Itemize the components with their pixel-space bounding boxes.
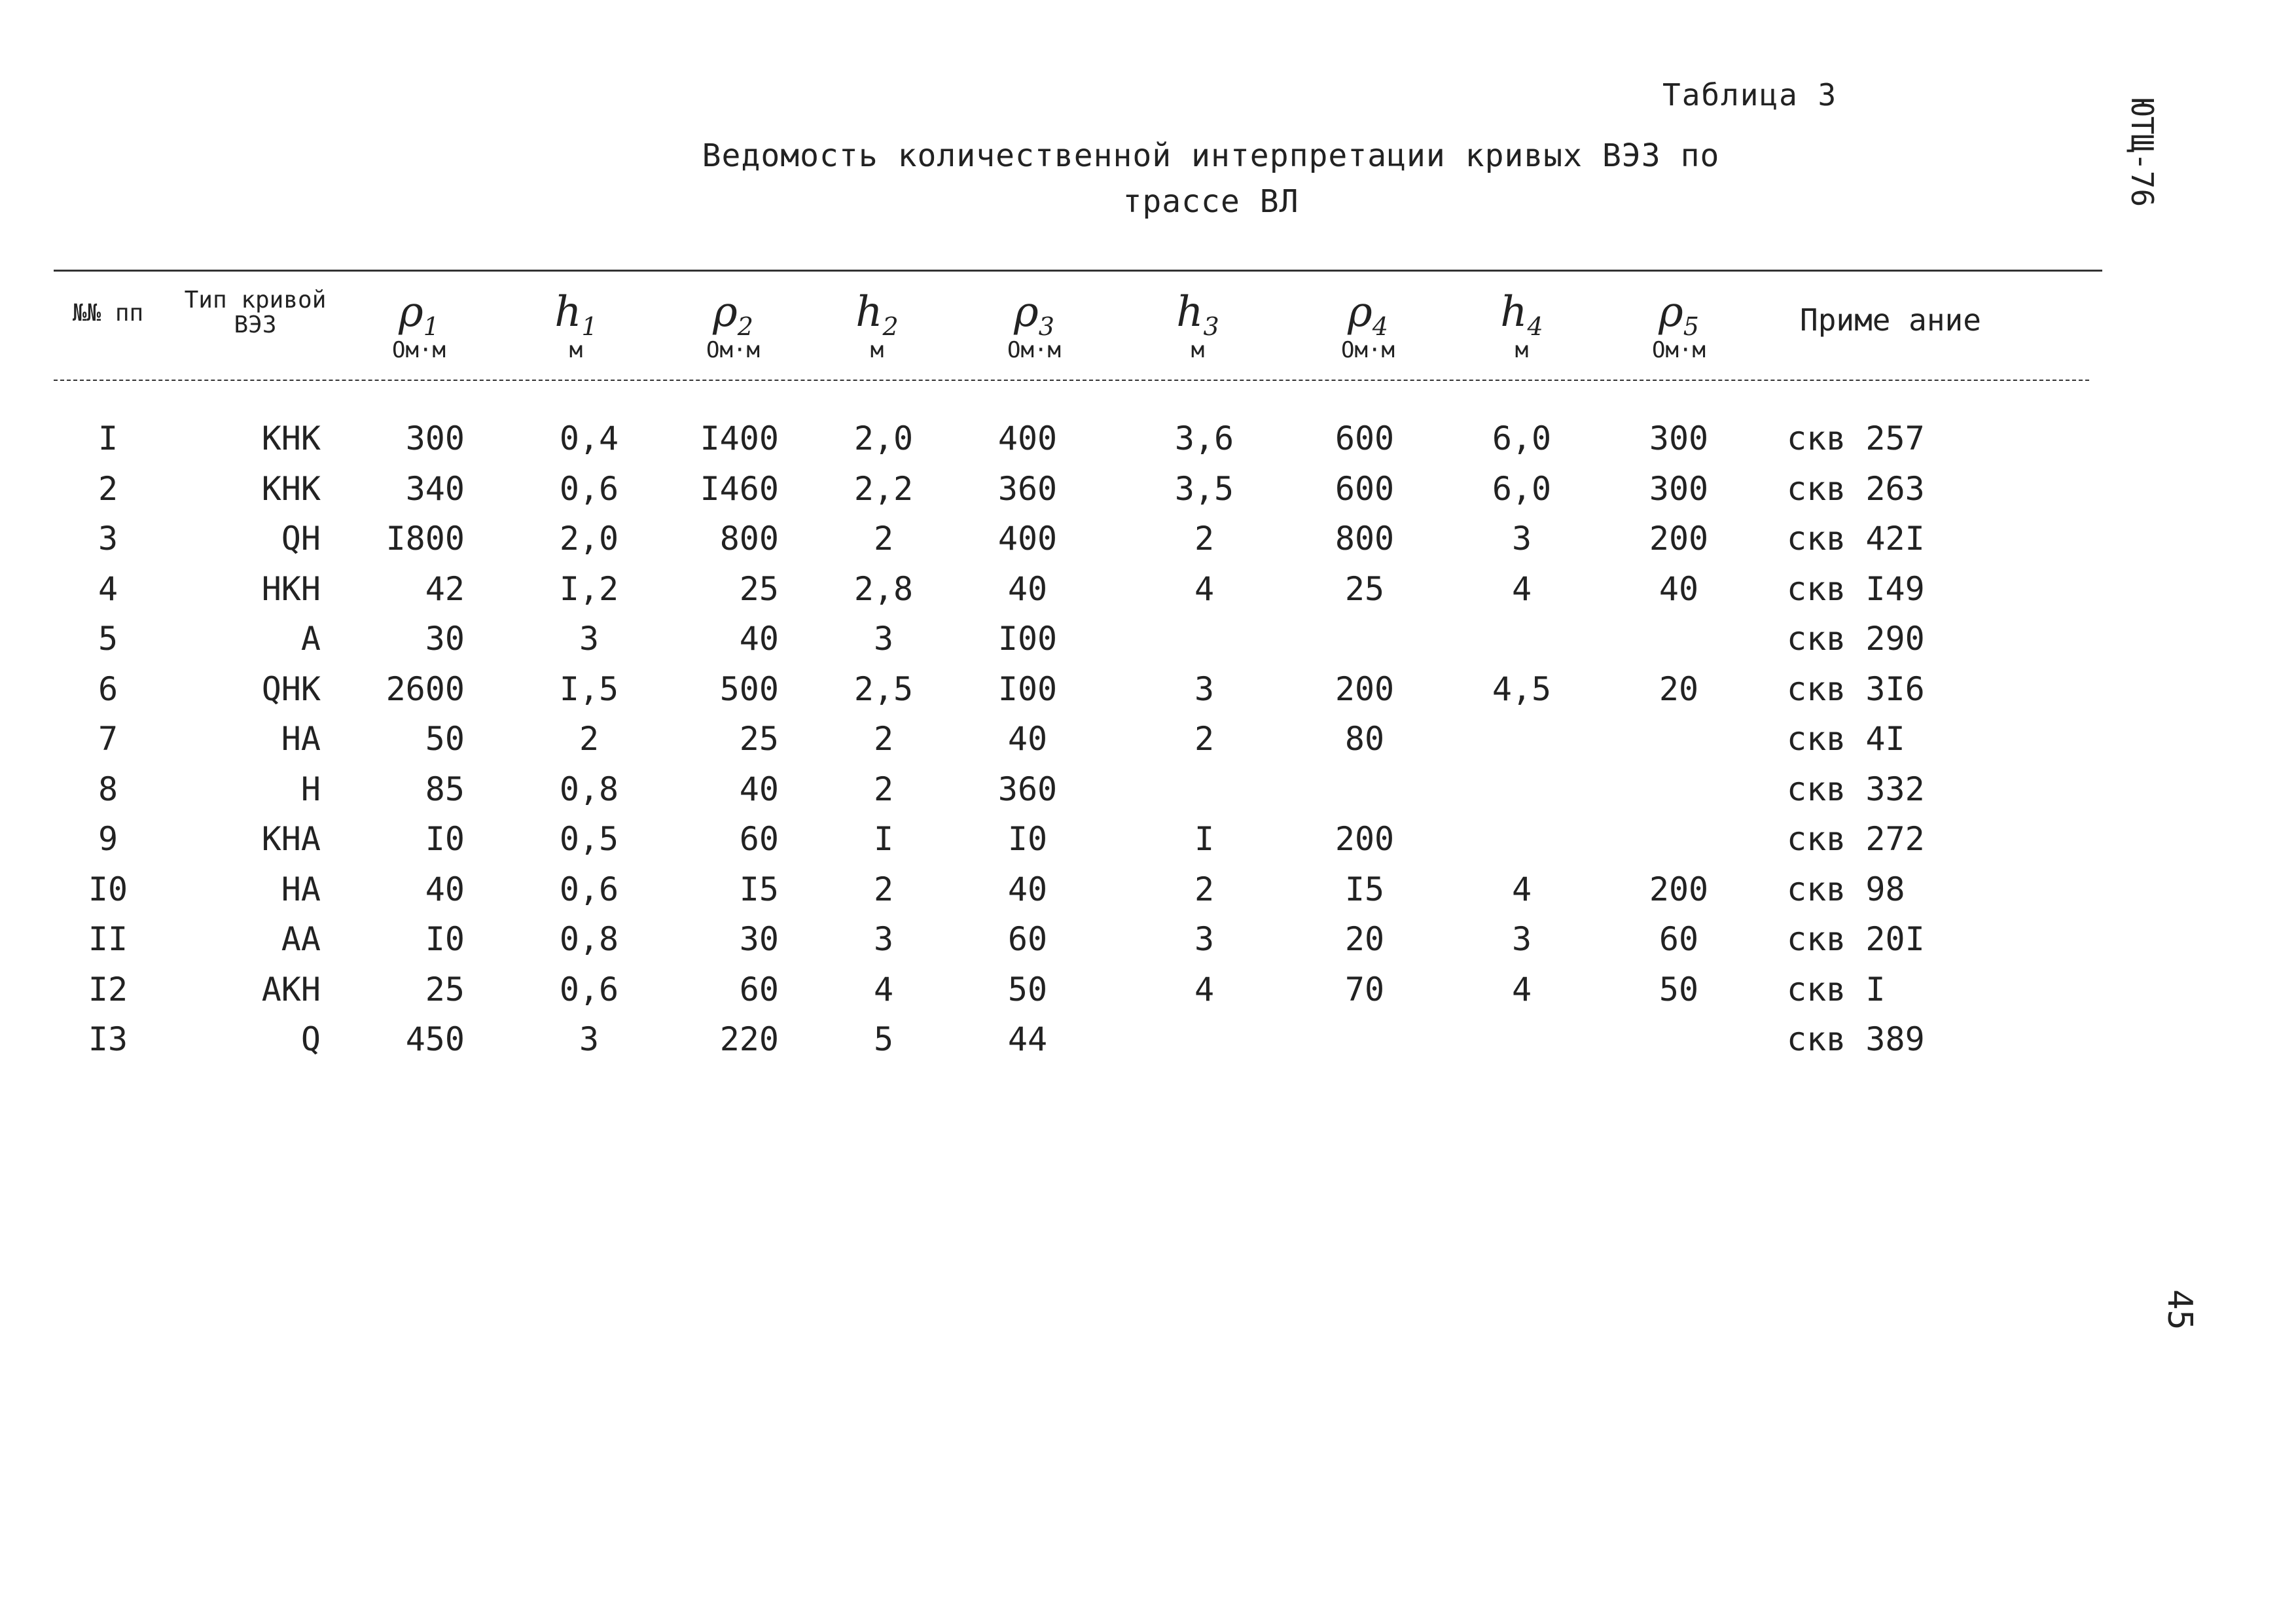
curve-type-cell: А (300, 620, 321, 658)
rho-4-cell: 600 (1335, 419, 1395, 457)
h-4-cell: 3 (1511, 920, 1532, 958)
table-row (0, 564, 2296, 614)
note-cell: скв 389 (1787, 1020, 1925, 1058)
curve-type-cell: НКН (261, 570, 321, 608)
row-number-cell: 8 (98, 770, 118, 808)
rho-1-cell: 450 (405, 1020, 465, 1058)
header-rho-2 (681, 288, 785, 363)
rho-2-cell: 40 (739, 770, 779, 808)
h-3-cell: 3 (1194, 920, 1215, 958)
rho-3-cell: I00 (997, 620, 1058, 658)
document-title-line-2: трассе ВЛ (1122, 183, 1299, 220)
rho-2-cell: I460 (700, 470, 779, 508)
h-3-cell: 4 (1194, 971, 1215, 1008)
header-rho-3-symbol: ρ (1014, 288, 1039, 336)
rho-3-cell: 400 (997, 419, 1058, 457)
curve-type-cell: QНК (261, 670, 321, 708)
row-number-cell: I (98, 419, 118, 457)
h-2-cell: 2 (873, 870, 894, 908)
rho-4-cell: 200 (1335, 820, 1395, 858)
header-h-4-index: 4 (1527, 312, 1543, 341)
h-1-cell: 0,8 (559, 920, 619, 958)
header-h-4-unit: м (1515, 336, 1529, 363)
table-row (0, 414, 2296, 463)
table-row (0, 464, 2296, 514)
h-3-cell: 2 (1194, 870, 1215, 908)
table-top-rule (54, 270, 2102, 272)
rho-1-cell: 40 (425, 870, 465, 908)
rho-1-cell: I0 (425, 920, 465, 958)
header-h-3-symbol: h (1176, 288, 1204, 336)
table-row (0, 865, 2296, 914)
note-cell: скв I (1787, 971, 1886, 1008)
header-h-2-symbol: h (855, 288, 883, 336)
note-cell: скв 290 (1787, 620, 1925, 658)
rho-5-cell: 60 (1659, 920, 1699, 958)
rho-3-cell: I0 (1007, 820, 1048, 858)
table-row (0, 814, 2296, 864)
h-1-cell: I,5 (559, 670, 619, 708)
header-bottom-rule (54, 380, 2089, 381)
table-row (0, 664, 2296, 714)
header-h-3-unit: м (1191, 336, 1205, 363)
rho-5-cell: 300 (1649, 470, 1709, 508)
curve-type-cell: НА (281, 870, 321, 908)
h-2-cell: 2,5 (853, 670, 914, 708)
rho-3-cell: 40 (1007, 570, 1048, 608)
curve-type-cell: Q (300, 1020, 321, 1058)
note-cell: скв 257 (1787, 419, 1925, 457)
h-1-cell: I,2 (559, 570, 619, 608)
h-1-cell: 2,0 (559, 520, 619, 558)
h-1-cell: 0,5 (559, 820, 619, 858)
header-rho-3-index: 3 (1038, 312, 1054, 341)
row-number-cell: 2 (98, 470, 118, 508)
curve-type-cell: АА (281, 920, 321, 958)
header-rho-2-symbol: ρ (713, 288, 738, 336)
table-row (0, 614, 2296, 664)
curve-type-cell: КНК (261, 419, 321, 457)
rho-2-cell: I400 (700, 419, 779, 457)
rho-3-cell: I00 (997, 670, 1058, 708)
header-rho-4-unit: Ом·м (1341, 336, 1395, 363)
table-row (0, 965, 2296, 1014)
header-h-1 (530, 288, 622, 363)
h-2-cell: 2,8 (853, 570, 914, 608)
header-row-number (65, 301, 151, 326)
rho-5-cell: 300 (1649, 419, 1709, 457)
h-4-cell: 4 (1511, 870, 1532, 908)
table-row (0, 764, 2296, 814)
table-row (0, 714, 2296, 764)
rho-3-cell: 44 (1007, 1020, 1048, 1058)
header-h-2-index: 2 (882, 312, 899, 341)
curve-type-cell: АКН (261, 971, 321, 1008)
table-row (0, 914, 2296, 964)
header-h-3-index: 3 (1203, 312, 1219, 341)
curve-type-cell: Н (300, 770, 321, 808)
curve-type-cell: НА (281, 720, 321, 758)
h-2-cell: 2 (873, 720, 894, 758)
h-1-cell: 3 (579, 620, 600, 658)
rho-3-cell: 40 (1007, 720, 1048, 758)
rho-2-cell: 60 (739, 971, 779, 1008)
header-rho-5-unit: Ом·м (1652, 336, 1706, 363)
rho-1-cell: 50 (425, 720, 465, 758)
header-rho-5-symbol: ρ (1659, 288, 1683, 336)
header-rho-4-index: 4 (1372, 312, 1388, 341)
rho-5-cell: 50 (1659, 971, 1699, 1008)
h-3-cell: 2 (1194, 520, 1215, 558)
curve-type-cell: КНК (261, 470, 321, 508)
table-label: Таблица 3 (1662, 77, 1838, 113)
curve-type-cell: QН (281, 520, 321, 558)
header-h-1-index: 1 (581, 312, 598, 341)
rho-1-cell: I800 (386, 520, 465, 558)
curve-type-cell: КНА (261, 820, 321, 858)
h-3-cell: 3 (1194, 670, 1215, 708)
header-h-3 (1152, 288, 1244, 363)
rho-1-cell: 25 (425, 971, 465, 1008)
h-1-cell: 2 (579, 720, 600, 758)
table-row (0, 1014, 2296, 1064)
row-number-cell: 3 (98, 520, 118, 558)
h-1-cell: 0,8 (559, 770, 619, 808)
rho-3-cell: 40 (1007, 870, 1048, 908)
h-2-cell: 2,2 (853, 470, 914, 508)
header-rho-1 (367, 288, 471, 363)
note-cell: скв 272 (1787, 820, 1925, 858)
h-4-cell: 4,5 (1492, 670, 1552, 708)
rho-3-cell: 400 (997, 520, 1058, 558)
header-note-label: Приме ание (1800, 302, 1981, 338)
note-cell: скв I49 (1787, 570, 1925, 608)
h-3-cell: 3,6 (1174, 419, 1234, 457)
header-h-1-unit: м (569, 336, 583, 363)
rho-1-cell: 2600 (386, 670, 465, 708)
rho-2-cell: 25 (739, 720, 779, 758)
rho-4-cell: I5 (1344, 870, 1385, 908)
header-rho-2-index: 2 (737, 312, 753, 341)
rho-1-cell: 30 (425, 620, 465, 658)
h-2-cell: 2,0 (853, 419, 914, 457)
row-number-cell: 6 (98, 670, 118, 708)
page-number: 45 (2160, 1289, 2199, 1330)
table-row (0, 514, 2296, 563)
rho-4-cell: 200 (1335, 670, 1395, 708)
rho-2-cell: 30 (739, 920, 779, 958)
rho-1-cell: 85 (425, 770, 465, 808)
row-number-cell: 4 (98, 570, 118, 608)
rho-1-cell: 340 (405, 470, 465, 508)
h-1-cell: 0,6 (559, 870, 619, 908)
h-3-cell: 3,5 (1174, 470, 1234, 508)
h-2-cell: 3 (873, 620, 894, 658)
rho-1-cell: 300 (405, 419, 465, 457)
rho-4-cell: 20 (1344, 920, 1385, 958)
header-h-2 (831, 288, 923, 363)
header-rho-4-symbol: ρ (1348, 288, 1372, 336)
header-curve-type (183, 288, 327, 338)
rho-5-cell: 200 (1649, 520, 1709, 558)
rho-2-cell: 800 (719, 520, 779, 558)
h-4-cell: 6,0 (1492, 419, 1552, 457)
rho-3-cell: 360 (997, 470, 1058, 508)
h-4-cell: 4 (1511, 971, 1532, 1008)
rho-3-cell: 360 (997, 770, 1058, 808)
h-2-cell: 5 (873, 1020, 894, 1058)
row-number-cell: I2 (88, 971, 128, 1008)
row-number-cell: I3 (88, 1020, 128, 1058)
row-number-cell: 5 (98, 620, 118, 658)
header-rho-5 (1623, 288, 1734, 363)
note-cell: скв 20I (1787, 920, 1925, 958)
header-rho-3 (982, 288, 1086, 363)
header-rho-1-index: 1 (423, 312, 439, 341)
note-cell: скв 3I6 (1787, 670, 1925, 708)
row-number-cell: 7 (98, 720, 118, 758)
rho-2-cell: 40 (739, 620, 779, 658)
header-h-2-unit: м (870, 336, 884, 363)
header-note (1800, 304, 2062, 336)
rho-1-cell: 42 (425, 570, 465, 608)
row-number-cell: II (88, 920, 128, 958)
h-1-cell: 0,6 (559, 470, 619, 508)
rho-2-cell: I5 (739, 870, 779, 908)
h-2-cell: 3 (873, 920, 894, 958)
header-rho-1-unit: Ом·м (392, 336, 446, 363)
h-2-cell: 4 (873, 971, 894, 1008)
h-2-cell: 2 (873, 520, 894, 558)
h-2-cell: I (873, 820, 894, 858)
h-3-cell: 4 (1194, 570, 1215, 608)
header-h-4-symbol: h (1500, 288, 1528, 336)
h-4-cell: 6,0 (1492, 470, 1552, 508)
header-curve-type-label: Тип кривой ВЭЗ (184, 287, 327, 338)
document-title-line-1: Ведомость количественной интерпретации кривых ВЭЗ по (702, 137, 1720, 174)
rho-2-cell: 25 (739, 570, 779, 608)
rho-2-cell: 220 (719, 1020, 779, 1058)
rho-1-cell: I0 (425, 820, 465, 858)
row-number-cell: I0 (88, 870, 128, 908)
rho-5-cell: 40 (1659, 570, 1699, 608)
header-row-number-label: №№ пп (72, 300, 144, 327)
header-rho-2-unit: Ом·м (706, 336, 760, 363)
h-4-cell: 3 (1511, 520, 1532, 558)
rho-4-cell: 25 (1344, 570, 1385, 608)
h-3-cell: I (1194, 820, 1215, 858)
note-cell: скв 98 (1787, 870, 1905, 908)
rho-3-cell: 50 (1007, 971, 1048, 1008)
h-1-cell: 0,4 (559, 419, 619, 457)
rho-5-cell: 20 (1659, 670, 1699, 708)
rho-3-cell: 60 (1007, 920, 1048, 958)
rho-2-cell: 500 (719, 670, 779, 708)
rho-5-cell: 200 (1649, 870, 1709, 908)
header-h-1-symbol: h (554, 288, 582, 336)
rho-2-cell: 60 (739, 820, 779, 858)
rho-4-cell: 800 (1335, 520, 1395, 558)
note-cell: скв 332 (1787, 770, 1925, 808)
header-rho-5-index: 5 (1683, 312, 1699, 341)
header-rho-4 (1316, 288, 1420, 363)
row-number-cell: 9 (98, 820, 118, 858)
h-2-cell: 2 (873, 770, 894, 808)
side-document-code: ЮТЩ-76 (2125, 98, 2160, 207)
note-cell: скв 4I (1787, 720, 1905, 758)
rho-4-cell: 70 (1344, 971, 1385, 1008)
rho-4-cell: 80 (1344, 720, 1385, 758)
h-4-cell: 4 (1511, 570, 1532, 608)
h-1-cell: 0,6 (559, 971, 619, 1008)
note-cell: скв 42I (1787, 520, 1925, 558)
h-3-cell: 2 (1194, 720, 1215, 758)
h-1-cell: 3 (579, 1020, 600, 1058)
header-rho-1-symbol: ρ (399, 288, 423, 336)
note-cell: скв 263 (1787, 470, 1925, 508)
header-h-4 (1473, 288, 1571, 363)
header-rho-3-unit: Ом·м (1007, 336, 1061, 363)
rho-4-cell: 600 (1335, 470, 1395, 508)
